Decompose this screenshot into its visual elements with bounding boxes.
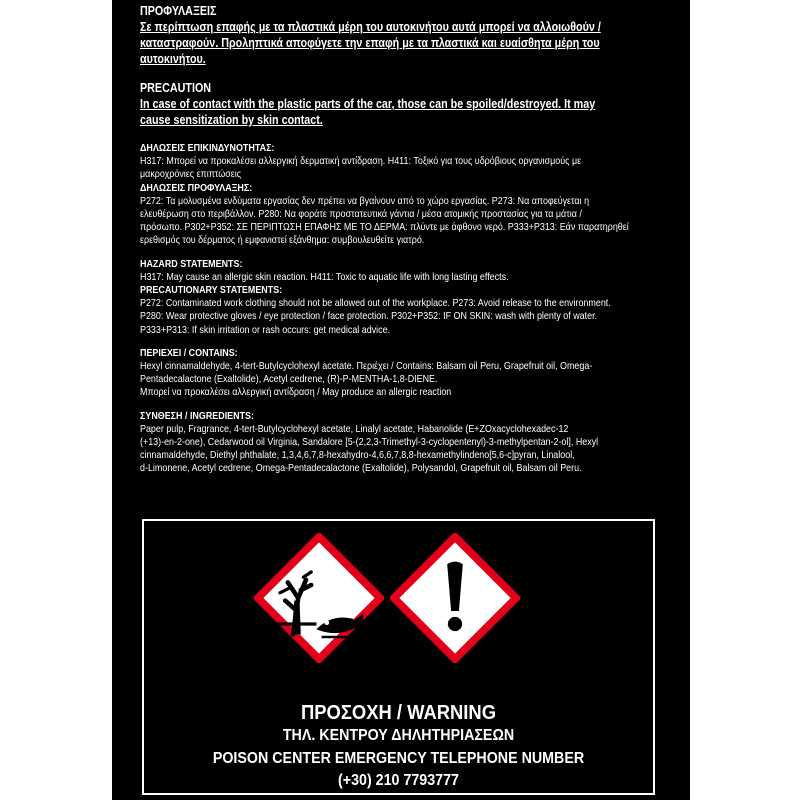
english-precaution-title: PRECAUTION [140,81,212,95]
english-hazard-title: HAZARD STATEMENTS: [140,258,243,270]
english-hazard-line: H317: May cause an allergic skin reaction. H411: Toxic to aquatic life with long lasting effects. [140,271,509,283]
contains-line: Μπορεί να προκαλέσει αλλεργική αντίδραση / May produce an allergic reaction [140,387,452,399]
warning-title: ΠΡΟΣΟΧΗ / WARNING [300,702,497,724]
ingredients-line: d-Limonene, Acetyl cedrene, Omega-Pentadecalactone (Exaltolide), Polysandol, Grapefruit oil, Balsam oil Peru. [140,463,582,475]
contains-line: Hexyl cinnamaldehyde, 4-tert-Butylcyclohexyl acetate. Περιέχει / Contains: Balsam oil Peru, Grapefruit oil, Omega- [140,361,593,373]
english-precautionary-line: P272: Contaminated work clothing should not be allowed out of the workplace. P273: Avoid release to the environment. [140,298,611,310]
greek-precaution-line: αυτοκινήτου. [140,52,206,66]
greek-precautionary-title: ΔΗΛΩΣΕΙΣ ΠΡΟΦΥΛΑΞΗΣ: [140,182,253,194]
poison-center-phone: (+30) 210 7793777 [338,772,459,789]
greek-hazard-line: H317: Μπορεί να προκαλέσει αλλεργική δερματική αντίδραση. H411: Τοξικό για τους υδρόβιους οργανισμούς με [140,156,582,168]
ingredients-title: ΣΥΝΘΕΣΗ / INGREDIENTS: [140,410,255,422]
english-precautionary-title: PRECAUTIONARY STATEMENTS: [140,285,283,297]
english-precautionary-line: P333+P313: If skin irritation or rash occurs: get medical advice. [140,324,391,336]
warning-box [142,519,655,795]
exclamation-mark-icon [390,533,520,663]
contains-title: ΠΕΡΙΕΧΕΙ / CONTAINS: [140,347,238,359]
greek-precautionary-line: P272: Τα μολυσμένα ενδύματα εργασίας δεν πρέπει να βγαίνουν από το χώρο εργασίας. P273: Να αποφεύγεται η [140,195,590,207]
greek-precautionary-line: ερεθισμός του δέρματος ή εμφανιστεί εξάνθημα: συμβουλευθείτε γιατρό. [140,235,425,247]
english-precautionary-line: P280: Wear protective gloves / eye protection / face protection. P302+P352: IF ON SKIN: wash with plenty of water. [140,311,598,323]
label-text [140,4,680,476]
greek-precautionary-line: ελευθέρωση στο περιβάλλον. P280: Να φοράτε προστατευτικά γάντια / μέσα ατομικής προστασίας για τα μάτια / [140,209,582,221]
greek-hazard-line: μακροχρόνιες επιπτώσεις [140,169,242,181]
ingredients-line: Paper pulp, Fragrance, 4-tert-Butylcyclohexyl acetate, Linalyl acetate, Habanolide (E+ZOxacyclohexadec-12 [140,423,569,435]
ingredients-line: cinnamaldehyde, Diethyl phthalate, 1,3,4,6,7,8-hexahydro-4,6,6,7,8,8-hexamethylindeno[5,6-c]pyran, Linalool, [140,450,575,462]
greek-hazard-title: ΔΗΛΩΣΕΙΣ ΕΠΙΚΙΝΔΥΝΟΤΗΤΑΣ: [140,143,275,154]
poison-center-english: POISON CENTER EMERGENCY TELEPHONE NUMBER [212,750,585,767]
english-precaution-line: cause sensitization by skin contact. [140,113,323,127]
english-precaution-line: In case of contact with the plastic parts of the car, those can be spoiled/destroyed. It may [140,97,596,111]
contains-line: Pentadecalactone (Exaltolide), Acetyl cedrene, (R)-P-MENTHA-1,8-DIENE. [140,374,438,386]
ingredients-line: (+13)-en-2-one), Cedarwood oil Virginia, Sandalore [5-(2,2,3-Trimethyl-3-cyclopentenyl)-3-methylpentan-2-ol], Hexyl [140,437,599,449]
greek-precaution-title: ΠΡΟΦΥΛΑΞΕΙΣ [140,4,217,18]
greek-precautionary-line: πρόσωπο. P302+P352: ΣΕ ΠΕΡΙΠΤΩΣΗ ΕΠΑΦΗΣ ΜΕ ΤΟ ΔΕΡΜΑ: πλύντε με άφθονο νερό. P333+P313: Εάν παρατηρηθεί [140,222,629,234]
greek-precaution-line: καταστραφούν. Προληπτικά αποφύγετε την επαφή με τα πλαστικά και ευαίσθητα μέρη του [140,36,600,50]
environment-hazard-icon [254,533,384,663]
poison-center-greek: ΤΗΛ. ΚΕΝΤΡΟΥ ΔΗΛΗΤΗΡΙΑΣΕΩΝ [282,727,515,744]
greek-precaution-line: Σε περίπτωση επαφής με τα πλαστικά μέρη του αυτοκινήτου αυτά μπορεί να αλλοιωθούν / [140,20,601,34]
